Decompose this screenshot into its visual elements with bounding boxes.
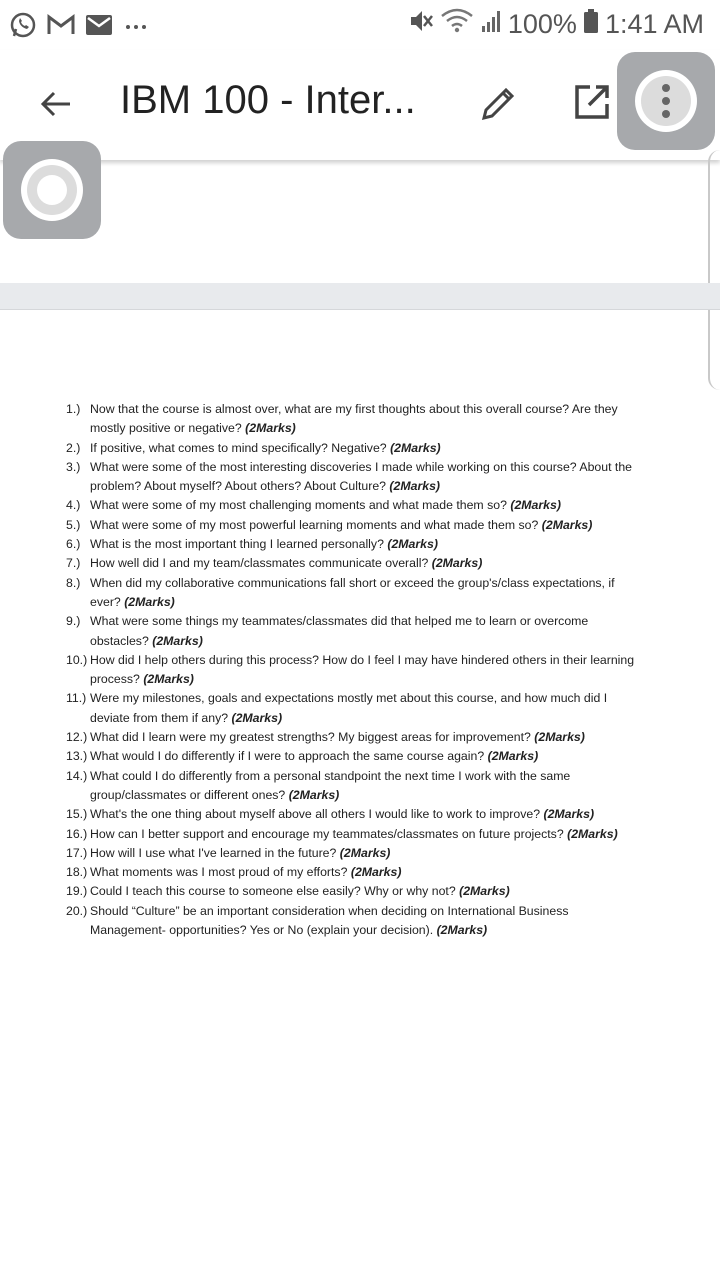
list-item <box>66 458 636 497</box>
question-text-wrap <box>90 728 636 747</box>
question-text-wrap <box>90 535 636 554</box>
question-number: 19.) <box>66 884 88 899</box>
app-toolbar <box>0 50 720 160</box>
question-text-wrap <box>90 516 636 535</box>
marks-label: (2Marks) <box>231 710 283 725</box>
document-title: IBM 100 - Inter... <box>120 78 416 122</box>
list-item <box>66 516 636 535</box>
question-text-wrap <box>90 747 636 766</box>
question-text: What would I do differently if I were to approach the same course again? <box>90 749 485 764</box>
question-number: 17.) <box>66 845 88 860</box>
question-number: 6.) <box>66 537 81 552</box>
question-text: Were my milestones, goals and expectations mostly met about this course, and how much did I deviate from them if any? <box>90 691 608 725</box>
question-text: How did I help others during this process? How do I feel I may have hindered others in their learning process? <box>90 652 635 687</box>
list-item <box>66 882 636 901</box>
question-text: How well did I and my team/classmates communicate overall? <box>90 556 429 571</box>
marks-label: (2Marks) <box>288 787 340 802</box>
menu-ring <box>635 70 697 132</box>
question-list <box>66 400 636 940</box>
marks-label: (2Marks) <box>436 923 488 938</box>
list-item <box>66 554 636 573</box>
question-number: 8.) <box>66 575 81 590</box>
list-item <box>66 902 636 941</box>
question-text-wrap <box>90 554 636 573</box>
list-item <box>66 863 636 882</box>
question-text-wrap <box>90 805 636 824</box>
wifi-icon <box>440 8 474 41</box>
assistive-ring-inner <box>27 165 77 215</box>
question-text: If positive, what comes to mind specifically? Negative? <box>90 440 387 455</box>
email-icon <box>84 12 114 43</box>
edit-pencil-icon[interactable] <box>476 82 520 126</box>
question-text-wrap <box>90 651 636 690</box>
marks-label: (2Marks) <box>245 421 296 436</box>
question-text-wrap <box>90 458 636 497</box>
list-item <box>66 728 636 747</box>
list-item <box>66 805 636 824</box>
question-text-wrap <box>90 612 636 651</box>
list-item <box>66 747 636 766</box>
question-text-wrap <box>90 400 636 439</box>
marks-label: (2Marks) <box>541 517 593 532</box>
marks-label: (2Marks) <box>339 845 391 860</box>
question-text-wrap <box>90 844 636 863</box>
list-item <box>66 400 636 439</box>
marks-label: (2Marks) <box>431 556 483 571</box>
list-item <box>66 689 636 728</box>
question-text: How can I better support and encourage my teammates/classmates on future projects? <box>90 826 564 841</box>
question-text-wrap <box>90 689 636 728</box>
question-number: 10.) <box>66 652 88 667</box>
marks-label: (2Marks) <box>390 440 441 455</box>
question-text: What were some things my teammates/classmates did that helped me to learn or overcome obstacles? <box>90 614 589 648</box>
question-number: 15.) <box>66 807 88 822</box>
list-item <box>66 496 636 515</box>
question-number: 4.) <box>66 498 81 513</box>
clock: 1:41 AM <box>604 9 704 39</box>
scroll-handle[interactable] <box>708 150 720 390</box>
question-text-wrap <box>90 439 636 458</box>
marks-label: (2Marks) <box>510 498 561 513</box>
battery-percent: 100% <box>507 9 577 39</box>
question-number: 9.) <box>66 614 81 629</box>
back-arrow-icon[interactable] <box>36 84 76 124</box>
list-item <box>66 844 636 863</box>
battery-icon <box>583 8 599 41</box>
assistive-ring <box>21 159 83 221</box>
question-text-wrap <box>90 825 636 844</box>
question-text: What did I learn were my greatest strengths? My biggest areas for improvement? <box>90 730 531 745</box>
question-number: 3.) <box>66 459 81 474</box>
marks-label: (2Marks) <box>567 826 618 841</box>
question-text: How will I use what I've learned in the future? <box>90 845 337 860</box>
marks-label: (2Marks) <box>459 884 510 899</box>
question-number: 12.) <box>66 730 88 745</box>
question-text-wrap <box>90 902 636 941</box>
list-item <box>66 651 636 690</box>
system-status <box>408 8 704 41</box>
question-number: 5.) <box>66 517 81 532</box>
question-text-wrap <box>90 882 636 901</box>
whatsapp-icon <box>8 10 38 45</box>
question-number: 1.) <box>66 402 81 416</box>
notification-icons <box>8 10 152 45</box>
list-item <box>66 535 636 554</box>
signal-icon <box>480 8 502 41</box>
list-item <box>66 439 636 458</box>
question-number: 11.) <box>66 691 87 706</box>
assistive-ring-core <box>37 175 67 205</box>
floating-assistive-button[interactable] <box>3 141 101 239</box>
question-text: What were some of my most challenging moments and what made them so? <box>90 498 507 513</box>
question-number: 20.) <box>66 903 88 918</box>
marks-label: (2Marks) <box>152 633 203 648</box>
question-number: 13.) <box>66 749 88 764</box>
question-text: What were some of the most interesting discoveries I made while working on this course? About the problem? About myself? About others? About Culture? <box>90 459 633 494</box>
marks-label: (2Marks) <box>387 537 438 552</box>
question-number: 16.) <box>66 826 88 841</box>
marks-label: (2Marks) <box>124 594 175 609</box>
marks-label: (2Marks) <box>350 865 402 880</box>
marks-label: (2Marks) <box>389 479 440 494</box>
list-item <box>66 612 636 651</box>
status-bar <box>0 0 720 50</box>
floating-menu-button[interactable] <box>617 52 715 150</box>
marks-label: (2Marks) <box>543 807 595 822</box>
mute-icon <box>408 8 434 41</box>
question-text: What were some of my most powerful learning moments and what made them so? <box>90 517 539 532</box>
question-text: Should “Culture” be an important consideration when deciding on International Business Management- opportunities? Yes or No (explain your decision). <box>90 903 569 938</box>
question-text: Could I teach this course to someone else easily? Why or why not? <box>90 884 456 899</box>
page-separator <box>0 283 720 310</box>
marks-label: (2Marks) <box>534 730 585 745</box>
list-item <box>66 825 636 844</box>
more-dots-icon <box>122 19 152 37</box>
gmail-icon <box>46 12 76 43</box>
marks-label: (2Marks) <box>487 749 539 764</box>
question-text: What's the one thing about myself above all others I would like to work to improve? <box>90 807 541 822</box>
list-item <box>66 767 636 806</box>
question-text-wrap <box>90 863 636 882</box>
question-text: Now that the course is almost over, what are my first thoughts about this overall course? Are they mostly positive or negative? <box>90 402 618 436</box>
question-text: What is the most important thing I learned personally? <box>90 537 384 552</box>
open-external-icon[interactable] <box>572 82 612 122</box>
question-text-wrap <box>90 496 636 515</box>
question-text: When did my collaborative communications fall short or exceed the group's/class expectations, if ever? <box>90 575 615 609</box>
question-text: What could I do differently from a personal standpoint the next time I work with the same group/classmates or different ones? <box>90 768 571 802</box>
more-vert-icon <box>661 82 671 120</box>
question-number: 18.) <box>66 865 88 880</box>
question-number: 2.) <box>66 440 81 455</box>
question-number: 7.) <box>66 556 81 571</box>
question-text-wrap <box>90 574 636 613</box>
marks-label: (2Marks) <box>143 672 194 687</box>
question-number: 14.) <box>66 768 88 783</box>
question-text: What moments was I most proud of my efforts? <box>90 865 348 880</box>
question-text-wrap <box>90 767 636 806</box>
list-item <box>66 574 636 613</box>
